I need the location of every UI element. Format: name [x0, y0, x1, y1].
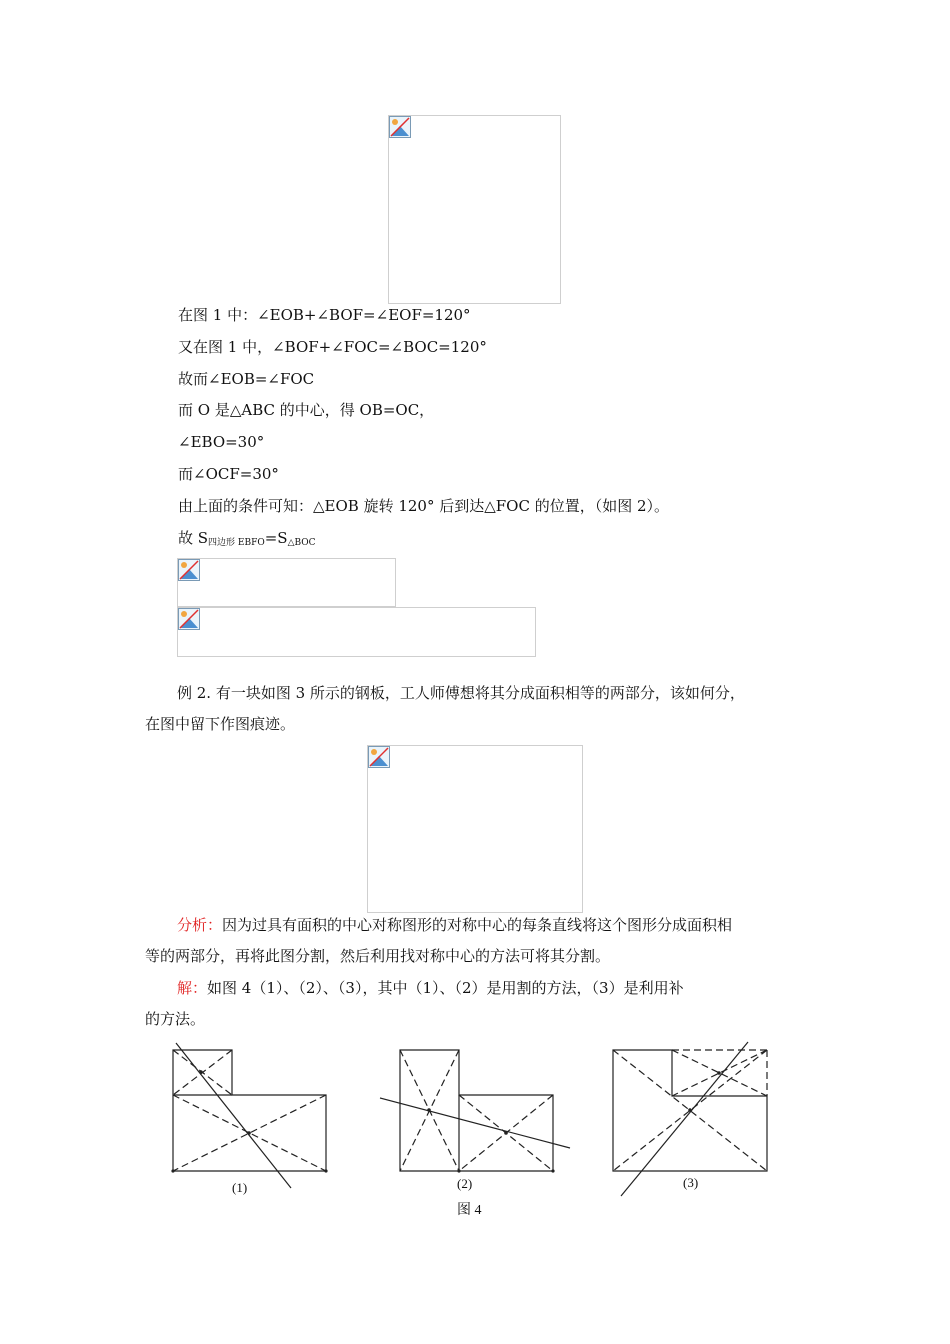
area-subscript-triangle: △BOC [287, 538, 316, 548]
example-2-paragraph [145, 678, 815, 740]
analysis-label: 分析： [177, 916, 223, 934]
figure-1-placeholder [388, 115, 561, 304]
analysis-line-2: 等的两部分，再将此图分割，然后利用找对称中心的方法可将其分割。 [145, 947, 611, 965]
solution-line-2: 的方法。 [145, 1010, 206, 1028]
solution-paragraph [145, 973, 815, 1035]
broken-image-icon [389, 116, 411, 138]
proof-line-7: 由上面的条件可知：△EOB 旋转 120° 后到达△FOC 的位置，（如图 2）。 [178, 497, 670, 515]
figure-4-label-1: (1) [232, 1180, 248, 1195]
figure-4-2-drawing [380, 1050, 570, 1171]
example-2-line-1: 例 2. 有一块如图 3 所示的钢板，工人师傅想将其分成面积相等的两部分，该如何分， [177, 684, 745, 702]
figure-2a-placeholder [177, 558, 396, 607]
broken-image-icon [368, 746, 390, 768]
broken-image-icon [178, 608, 200, 630]
proof-line-3: 故而∠EOB=∠FOC [178, 370, 315, 388]
solution-line-1: 如图 4（1）、（2）、（3），其中（1）、（2）是用割的方法，（3）是利用补 [207, 979, 684, 997]
example-2-line-2: 在图中留下作图痕迹。 [145, 715, 296, 733]
proof-line-8 [178, 527, 316, 554]
analysis-line-1: 因为过具有面积的中心对称图形的对称中心的每条直线将这个图形分成面积相 [222, 916, 733, 934]
analysis-paragraph [145, 910, 815, 972]
figure-4-label-3: (3) [683, 1175, 699, 1190]
figure-4-3-drawing [613, 1042, 767, 1196]
solution-label: 解： [177, 979, 208, 997]
figure-4-label-2: (2) [457, 1176, 473, 1191]
proof-line-2: 又在图 1 中，∠BOF+∠FOC=∠BOC=120° [178, 338, 487, 356]
area-equals: =S [264, 529, 288, 547]
broken-image-icon [178, 559, 200, 581]
figure-4-1-drawing [173, 1043, 326, 1188]
proof-line-6: 而∠OCF=30° [178, 465, 279, 483]
proof-line-4: 而 O 是△ABC 的中心，得 OB=OC， [178, 401, 435, 419]
figure-2b-placeholder [177, 607, 536, 657]
proof-line-1: 在图 1 中：∠EOB+∠BOF=∠EOF=120° [178, 306, 471, 324]
proof-line-5: ∠EBO=30° [178, 433, 265, 451]
area-s-prefix: 故 S [178, 529, 209, 547]
figure-4-caption: 图 4 [457, 1203, 482, 1218]
area-subscript-quad: 四边形 EBFO [208, 538, 265, 548]
figure-3-placeholder [367, 745, 583, 913]
